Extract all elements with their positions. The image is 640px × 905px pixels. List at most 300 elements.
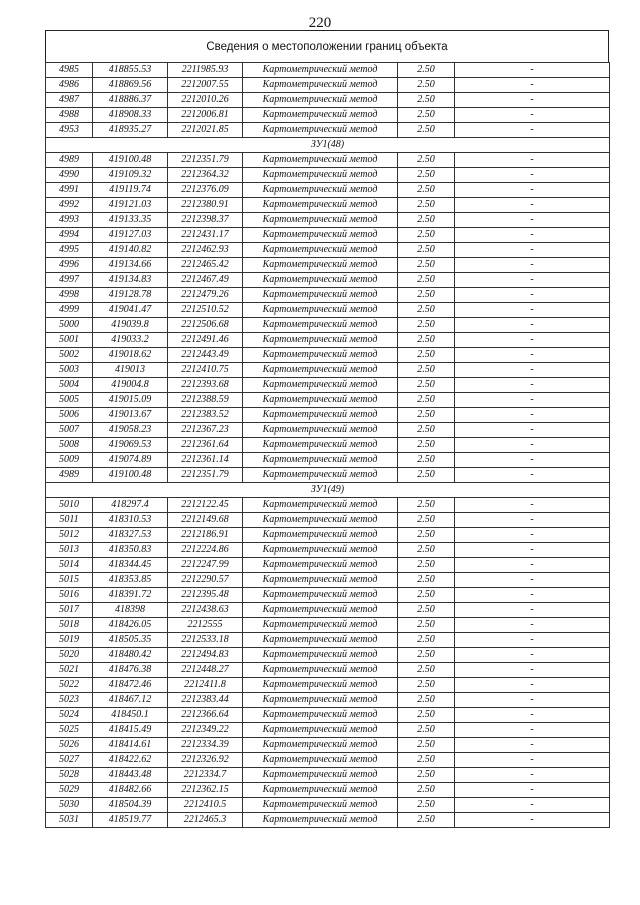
note-cell: - — [455, 348, 610, 363]
point-number-cell: 5004 — [46, 378, 93, 393]
table-row — [46, 633, 610, 648]
point-number-cell: 4990 — [46, 168, 93, 183]
accuracy-cell: 2.50 — [398, 123, 455, 138]
x-coordinate-cell: 419133.35 — [93, 213, 168, 228]
point-number-cell: 4992 — [46, 198, 93, 213]
accuracy-cell: 2.50 — [398, 543, 455, 558]
y-coordinate-cell: 2212367.23 — [168, 423, 243, 438]
method-cell: Картометрический метод — [243, 168, 398, 183]
note-cell: - — [455, 168, 610, 183]
accuracy-cell: 2.50 — [398, 108, 455, 123]
x-coordinate-cell: 419134.66 — [93, 258, 168, 273]
accuracy-cell: 2.50 — [398, 558, 455, 573]
point-number-cell: 4987 — [46, 93, 93, 108]
accuracy-cell: 2.50 — [398, 318, 455, 333]
table-row — [46, 738, 610, 753]
point-number-cell: 5014 — [46, 558, 93, 573]
point-number-cell: 5022 — [46, 678, 93, 693]
note-cell: - — [455, 813, 610, 828]
x-coordinate-cell: 418350.83 — [93, 543, 168, 558]
accuracy-cell: 2.50 — [398, 633, 455, 648]
x-coordinate-cell: 419018.62 — [93, 348, 168, 363]
accuracy-cell: 2.50 — [398, 468, 455, 483]
accuracy-cell: 2.50 — [398, 813, 455, 828]
note-cell: - — [455, 318, 610, 333]
method-cell: Картометрический метод — [243, 528, 398, 543]
y-coordinate-cell: 2212376.09 — [168, 183, 243, 198]
point-number-cell: 4998 — [46, 288, 93, 303]
point-number-cell: 5013 — [46, 543, 93, 558]
x-coordinate-cell: 419134.83 — [93, 273, 168, 288]
table-row — [46, 423, 610, 438]
method-cell: Картометрический метод — [243, 738, 398, 753]
x-coordinate-cell: 418519.77 — [93, 813, 168, 828]
y-coordinate-cell: 2212010.26 — [168, 93, 243, 108]
y-coordinate-cell: 2212186.91 — [168, 528, 243, 543]
page-number: 220 — [308, 15, 332, 31]
method-cell: Картометрический метод — [243, 723, 398, 738]
x-coordinate-cell: 418327.53 — [93, 528, 168, 543]
point-number-cell: 4988 — [46, 108, 93, 123]
y-coordinate-cell: 2212443.49 — [168, 348, 243, 363]
note-cell: - — [455, 468, 610, 483]
method-cell: Картометрический метод — [243, 363, 398, 378]
x-coordinate-cell: 419041.47 — [93, 303, 168, 318]
method-cell: Картометрический метод — [243, 798, 398, 813]
table-row — [46, 348, 610, 363]
table-row — [46, 63, 610, 78]
y-coordinate-cell: 2212361.64 — [168, 438, 243, 453]
method-cell: Картометрический метод — [243, 228, 398, 243]
note-cell: - — [455, 288, 610, 303]
method-cell: Картометрический метод — [243, 813, 398, 828]
note-cell: - — [455, 558, 610, 573]
note-cell: - — [455, 93, 610, 108]
accuracy-cell: 2.50 — [398, 768, 455, 783]
accuracy-cell: 2.50 — [398, 618, 455, 633]
x-coordinate-cell: 418414.61 — [93, 738, 168, 753]
note-cell: - — [455, 603, 610, 618]
point-number-cell: 4999 — [46, 303, 93, 318]
x-coordinate-cell: 418886.37 — [93, 93, 168, 108]
note-cell: - — [455, 693, 610, 708]
y-coordinate-cell: 2212555 — [168, 618, 243, 633]
table-row — [46, 498, 610, 513]
table-row — [46, 468, 610, 483]
accuracy-cell: 2.50 — [398, 168, 455, 183]
y-coordinate-cell: 2211985.93 — [168, 63, 243, 78]
point-number-cell: 5017 — [46, 603, 93, 618]
note-cell: - — [455, 708, 610, 723]
x-coordinate-cell: 418855.53 — [93, 63, 168, 78]
method-cell: Картометрический метод — [243, 603, 398, 618]
x-coordinate-cell: 419015.09 — [93, 393, 168, 408]
table-row — [46, 213, 610, 228]
note-cell: - — [455, 783, 610, 798]
y-coordinate-cell: 2212448.27 — [168, 663, 243, 678]
y-coordinate-cell: 2212351.79 — [168, 468, 243, 483]
x-coordinate-cell: 418310.53 — [93, 513, 168, 528]
y-coordinate-cell: 2212393.68 — [168, 378, 243, 393]
table-row — [46, 318, 610, 333]
x-coordinate-cell: 418908.33 — [93, 108, 168, 123]
note-cell: - — [455, 648, 610, 663]
section-header-row — [46, 138, 610, 153]
table-row — [46, 708, 610, 723]
table-row — [46, 453, 610, 468]
section-name: ЗУ1(48) — [46, 138, 610, 153]
note-cell: - — [455, 423, 610, 438]
table-row — [46, 603, 610, 618]
point-number-cell: 4995 — [46, 243, 93, 258]
table-row — [46, 678, 610, 693]
section-header-row — [46, 483, 610, 498]
note-cell: - — [455, 78, 610, 93]
note-cell: - — [455, 798, 610, 813]
method-cell: Картометрический метод — [243, 243, 398, 258]
table-row — [46, 108, 610, 123]
note-cell: - — [455, 573, 610, 588]
x-coordinate-cell: 418391.72 — [93, 588, 168, 603]
method-cell: Картометрический метод — [243, 423, 398, 438]
x-coordinate-cell: 418415.49 — [93, 723, 168, 738]
y-coordinate-cell: 2212388.59 — [168, 393, 243, 408]
table-title: Сведения о местоположении границ объекта — [45, 30, 609, 62]
note-cell: - — [455, 153, 610, 168]
table-row — [46, 408, 610, 423]
table-row — [46, 183, 610, 198]
point-number-cell: 5026 — [46, 738, 93, 753]
note-cell: - — [455, 498, 610, 513]
accuracy-cell: 2.50 — [398, 648, 455, 663]
accuracy-cell: 2.50 — [398, 738, 455, 753]
x-coordinate-cell: 418482.66 — [93, 783, 168, 798]
accuracy-cell: 2.50 — [398, 573, 455, 588]
table-row — [46, 798, 610, 813]
accuracy-cell: 2.50 — [398, 78, 455, 93]
y-coordinate-cell: 2212533.18 — [168, 633, 243, 648]
accuracy-cell: 2.50 — [398, 393, 455, 408]
y-coordinate-cell: 2212122.45 — [168, 498, 243, 513]
table-row — [46, 303, 610, 318]
accuracy-cell: 2.50 — [398, 588, 455, 603]
accuracy-cell: 2.50 — [398, 198, 455, 213]
y-coordinate-cell: 2212467.49 — [168, 273, 243, 288]
boundary-table-body — [46, 63, 610, 828]
note-cell: - — [455, 738, 610, 753]
point-number-cell: 4986 — [46, 78, 93, 93]
y-coordinate-cell: 2212351.79 — [168, 153, 243, 168]
y-coordinate-cell: 2212510.52 — [168, 303, 243, 318]
table-row — [46, 723, 610, 738]
note-cell: - — [455, 213, 610, 228]
method-cell: Картометрический метод — [243, 783, 398, 798]
method-cell: Картометрический метод — [243, 648, 398, 663]
accuracy-cell: 2.50 — [398, 153, 455, 168]
point-number-cell: 4997 — [46, 273, 93, 288]
table-row — [46, 393, 610, 408]
point-number-cell: 5024 — [46, 708, 93, 723]
x-coordinate-cell: 419100.48 — [93, 468, 168, 483]
x-coordinate-cell: 418426.05 — [93, 618, 168, 633]
y-coordinate-cell: 2212383.44 — [168, 693, 243, 708]
point-number-cell: 5005 — [46, 393, 93, 408]
accuracy-cell: 2.50 — [398, 528, 455, 543]
accuracy-cell: 2.50 — [398, 348, 455, 363]
method-cell: Картометрический метод — [243, 753, 398, 768]
point-number-cell: 5000 — [46, 318, 93, 333]
x-coordinate-cell: 418480.42 — [93, 648, 168, 663]
method-cell: Картометрический метод — [243, 588, 398, 603]
method-cell: Картометрический метод — [243, 678, 398, 693]
table-row — [46, 663, 610, 678]
accuracy-cell: 2.50 — [398, 708, 455, 723]
point-number-cell: 5010 — [46, 498, 93, 513]
note-cell: - — [455, 183, 610, 198]
table-row — [46, 438, 610, 453]
x-coordinate-cell: 419069.53 — [93, 438, 168, 453]
x-coordinate-cell: 418398 — [93, 603, 168, 618]
table-row — [46, 93, 610, 108]
accuracy-cell: 2.50 — [398, 213, 455, 228]
y-coordinate-cell: 2212224.86 — [168, 543, 243, 558]
table-row — [46, 168, 610, 183]
y-coordinate-cell: 2212290.57 — [168, 573, 243, 588]
y-coordinate-cell: 2212361.14 — [168, 453, 243, 468]
method-cell: Картометрический метод — [243, 123, 398, 138]
accuracy-cell: 2.50 — [398, 513, 455, 528]
method-cell: Картометрический метод — [243, 303, 398, 318]
note-cell: - — [455, 408, 610, 423]
point-number-cell: 5028 — [46, 768, 93, 783]
section-name: ЗУ1(49) — [46, 483, 610, 498]
method-cell: Картометрический метод — [243, 183, 398, 198]
table-row — [46, 198, 610, 213]
accuracy-cell: 2.50 — [398, 678, 455, 693]
table-row — [46, 123, 610, 138]
accuracy-cell: 2.50 — [398, 363, 455, 378]
y-coordinate-cell: 2212380.91 — [168, 198, 243, 213]
table-row — [46, 333, 610, 348]
y-coordinate-cell: 2212007.55 — [168, 78, 243, 93]
accuracy-cell: 2.50 — [398, 753, 455, 768]
method-cell: Картометрический метод — [243, 453, 398, 468]
method-cell: Картометрический метод — [243, 198, 398, 213]
accuracy-cell: 2.50 — [398, 333, 455, 348]
x-coordinate-cell: 418344.45 — [93, 558, 168, 573]
note-cell: - — [455, 588, 610, 603]
y-coordinate-cell: 2212364.32 — [168, 168, 243, 183]
table-row — [46, 573, 610, 588]
table-row — [46, 753, 610, 768]
x-coordinate-cell: 418935.27 — [93, 123, 168, 138]
x-coordinate-cell: 418297.4 — [93, 498, 168, 513]
note-cell: - — [455, 303, 610, 318]
point-number-cell: 4985 — [46, 63, 93, 78]
y-coordinate-cell: 2212462.93 — [168, 243, 243, 258]
y-coordinate-cell: 2212398.37 — [168, 213, 243, 228]
point-number-cell: 5029 — [46, 783, 93, 798]
x-coordinate-cell: 419058.23 — [93, 423, 168, 438]
y-coordinate-cell: 2212395.48 — [168, 588, 243, 603]
table-row — [46, 588, 610, 603]
x-coordinate-cell: 418467.12 — [93, 693, 168, 708]
accuracy-cell: 2.50 — [398, 228, 455, 243]
x-coordinate-cell: 418443.48 — [93, 768, 168, 783]
x-coordinate-cell: 419140.82 — [93, 243, 168, 258]
x-coordinate-cell: 419013 — [93, 363, 168, 378]
note-cell: - — [455, 258, 610, 273]
method-cell: Картометрический метод — [243, 63, 398, 78]
point-number-cell: 5016 — [46, 588, 93, 603]
x-coordinate-cell: 418422.62 — [93, 753, 168, 768]
note-cell: - — [455, 453, 610, 468]
table-row — [46, 768, 610, 783]
note-cell: - — [455, 228, 610, 243]
y-coordinate-cell: 2212247.99 — [168, 558, 243, 573]
point-number-cell: 5002 — [46, 348, 93, 363]
boundary-table — [45, 62, 610, 828]
accuracy-cell: 2.50 — [398, 798, 455, 813]
note-cell: - — [455, 63, 610, 78]
x-coordinate-cell: 419127.03 — [93, 228, 168, 243]
y-coordinate-cell: 2212021.85 — [168, 123, 243, 138]
x-coordinate-cell: 418450.1 — [93, 708, 168, 723]
point-number-cell: 5008 — [46, 438, 93, 453]
method-cell: Картометрический метод — [243, 213, 398, 228]
accuracy-cell: 2.50 — [398, 288, 455, 303]
point-number-cell: 5015 — [46, 573, 93, 588]
method-cell: Картометрический метод — [243, 348, 398, 363]
point-number-cell: 5011 — [46, 513, 93, 528]
accuracy-cell: 2.50 — [398, 453, 455, 468]
x-coordinate-cell: 419100.48 — [93, 153, 168, 168]
accuracy-cell: 2.50 — [398, 183, 455, 198]
y-coordinate-cell: 2212383.52 — [168, 408, 243, 423]
x-coordinate-cell: 419013.67 — [93, 408, 168, 423]
y-coordinate-cell: 2212326.92 — [168, 753, 243, 768]
x-coordinate-cell: 419004.8 — [93, 378, 168, 393]
point-number-cell: 5019 — [46, 633, 93, 648]
note-cell: - — [455, 663, 610, 678]
note-cell: - — [455, 333, 610, 348]
accuracy-cell: 2.50 — [398, 723, 455, 738]
accuracy-cell: 2.50 — [398, 303, 455, 318]
point-number-cell: 5027 — [46, 753, 93, 768]
x-coordinate-cell: 418869.56 — [93, 78, 168, 93]
point-number-cell: 5012 — [46, 528, 93, 543]
x-coordinate-cell: 418505.35 — [93, 633, 168, 648]
point-number-cell: 5023 — [46, 693, 93, 708]
table-row — [46, 378, 610, 393]
table-row — [46, 813, 610, 828]
method-cell: Картометрический метод — [243, 543, 398, 558]
method-cell: Картометрический метод — [243, 498, 398, 513]
method-cell: Картометрический метод — [243, 333, 398, 348]
x-coordinate-cell: 418472.46 — [93, 678, 168, 693]
point-number-cell: 5025 — [46, 723, 93, 738]
point-number-cell: 4993 — [46, 213, 93, 228]
x-coordinate-cell: 419119.74 — [93, 183, 168, 198]
method-cell: Картометрический метод — [243, 438, 398, 453]
x-coordinate-cell: 419109.32 — [93, 168, 168, 183]
note-cell: - — [455, 513, 610, 528]
accuracy-cell: 2.50 — [398, 273, 455, 288]
point-number-cell: 4989 — [46, 153, 93, 168]
y-coordinate-cell: 2212334.7 — [168, 768, 243, 783]
point-number-cell: 5021 — [46, 663, 93, 678]
point-number-cell: 4991 — [46, 183, 93, 198]
method-cell: Картометрический метод — [243, 633, 398, 648]
table-row — [46, 558, 610, 573]
note-cell: - — [455, 543, 610, 558]
y-coordinate-cell: 2212349.22 — [168, 723, 243, 738]
note-cell: - — [455, 243, 610, 258]
note-cell: - — [455, 528, 610, 543]
accuracy-cell: 2.50 — [398, 243, 455, 258]
table-row — [46, 528, 610, 543]
method-cell: Картометрический метод — [243, 393, 398, 408]
note-cell: - — [455, 723, 610, 738]
method-cell: Картометрический метод — [243, 78, 398, 93]
method-cell: Картометрический метод — [243, 108, 398, 123]
accuracy-cell: 2.50 — [398, 498, 455, 513]
accuracy-cell: 2.50 — [398, 603, 455, 618]
y-coordinate-cell: 2212465.42 — [168, 258, 243, 273]
table-row — [46, 228, 610, 243]
table-row — [46, 693, 610, 708]
table-row — [46, 513, 610, 528]
method-cell: Картометрический метод — [243, 513, 398, 528]
point-number-cell: 4953 — [46, 123, 93, 138]
point-number-cell: 5020 — [46, 648, 93, 663]
boundary-table-sheet — [45, 30, 609, 828]
point-number-cell: 5018 — [46, 618, 93, 633]
note-cell: - — [455, 633, 610, 648]
y-coordinate-cell: 2212491.46 — [168, 333, 243, 348]
y-coordinate-cell: 2212410.5 — [168, 798, 243, 813]
note-cell: - — [455, 618, 610, 633]
note-cell: - — [455, 123, 610, 138]
point-number-cell: 5001 — [46, 333, 93, 348]
accuracy-cell: 2.50 — [398, 663, 455, 678]
x-coordinate-cell: 419074.89 — [93, 453, 168, 468]
note-cell: - — [455, 438, 610, 453]
note-cell: - — [455, 378, 610, 393]
y-coordinate-cell: 2212465.3 — [168, 813, 243, 828]
y-coordinate-cell: 2212438.63 — [168, 603, 243, 618]
table-row — [46, 543, 610, 558]
note-cell: - — [455, 753, 610, 768]
y-coordinate-cell: 2212411.8 — [168, 678, 243, 693]
point-number-cell: 4996 — [46, 258, 93, 273]
point-number-cell: 5007 — [46, 423, 93, 438]
y-coordinate-cell: 2212006.81 — [168, 108, 243, 123]
table-row — [46, 288, 610, 303]
y-coordinate-cell: 2212431.17 — [168, 228, 243, 243]
x-coordinate-cell: 419128.78 — [93, 288, 168, 303]
accuracy-cell: 2.50 — [398, 408, 455, 423]
method-cell: Картометрический метод — [243, 378, 398, 393]
note-cell: - — [455, 273, 610, 288]
accuracy-cell: 2.50 — [398, 63, 455, 78]
table-row — [46, 243, 610, 258]
accuracy-cell: 2.50 — [398, 378, 455, 393]
y-coordinate-cell: 2212366.64 — [168, 708, 243, 723]
x-coordinate-cell: 418476.38 — [93, 663, 168, 678]
method-cell: Картометрический метод — [243, 768, 398, 783]
y-coordinate-cell: 2212362.15 — [168, 783, 243, 798]
